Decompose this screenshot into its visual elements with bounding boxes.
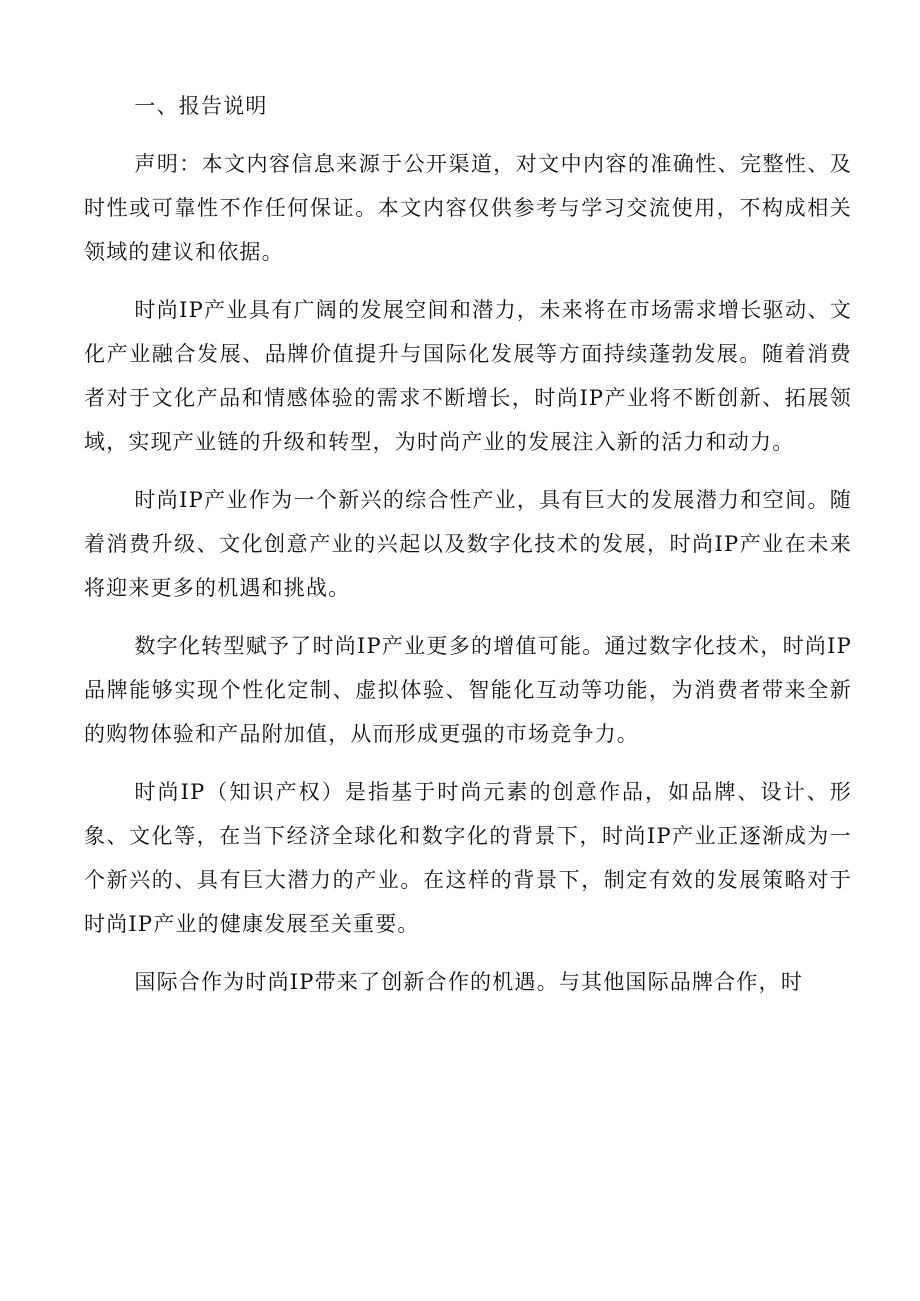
- section-heading: 一、报告说明: [134, 94, 268, 118]
- paragraph-disclaimer: 声明：本文内容信息来源于公开渠道，对文中内容的准确性、完整性、及时性或可靠性不作任何保证。本文内容仅供参考与学习交流使用，不构成相关领域的建议和依据。: [84, 152, 852, 264]
- document-body: [84, 84, 852, 1018]
- paragraph: 数字化转型赋予了时尚IP产业更多的增值可能。通过数字化技术，时尚IP品牌能够实现个性化定制、虚拟体验、智能化互动等功能，为消费者带来全新的购物体验和产品附加值，从而形成更强的市场竞争力。: [84, 634, 852, 746]
- paragraph: 时尚IP（知识产权）是指基于时尚元素的创意作品，如品牌、设计、形象、文化等，在当下经济全球化和数字化的背景下，时尚IP产业正逐渐成为一个新兴的、具有巨大潜力的产业。在这样的背景下，制定有效的发展策略对于时尚IP产业的健康发展至关重要。: [84, 780, 852, 936]
- paragraph: 时尚IP产业具有广阔的发展空间和潜力，未来将在市场需求增长驱动、文化产业融合发展、品牌价值提升与国际化发展等方面持续蓬勃发展。随着消费者对于文化产品和情感体验的需求不断增长，时尚IP产业将不断创新、拓展领域，实现产业链的升级和转型，为时尚产业的发展注入新的活力和动力。: [84, 298, 852, 454]
- paragraph: 国际合作为时尚IP带来了创新合作的机遇。与其他国际品牌合作，时: [134, 970, 804, 994]
- paragraph: 时尚IP产业作为一个新兴的综合性产业，具有巨大的发展潜力和空间。随着消费升级、文化创意产业的兴起以及数字化技术的发展，时尚IP产业在未来将迎来更多的机遇和挑战。: [84, 488, 852, 600]
